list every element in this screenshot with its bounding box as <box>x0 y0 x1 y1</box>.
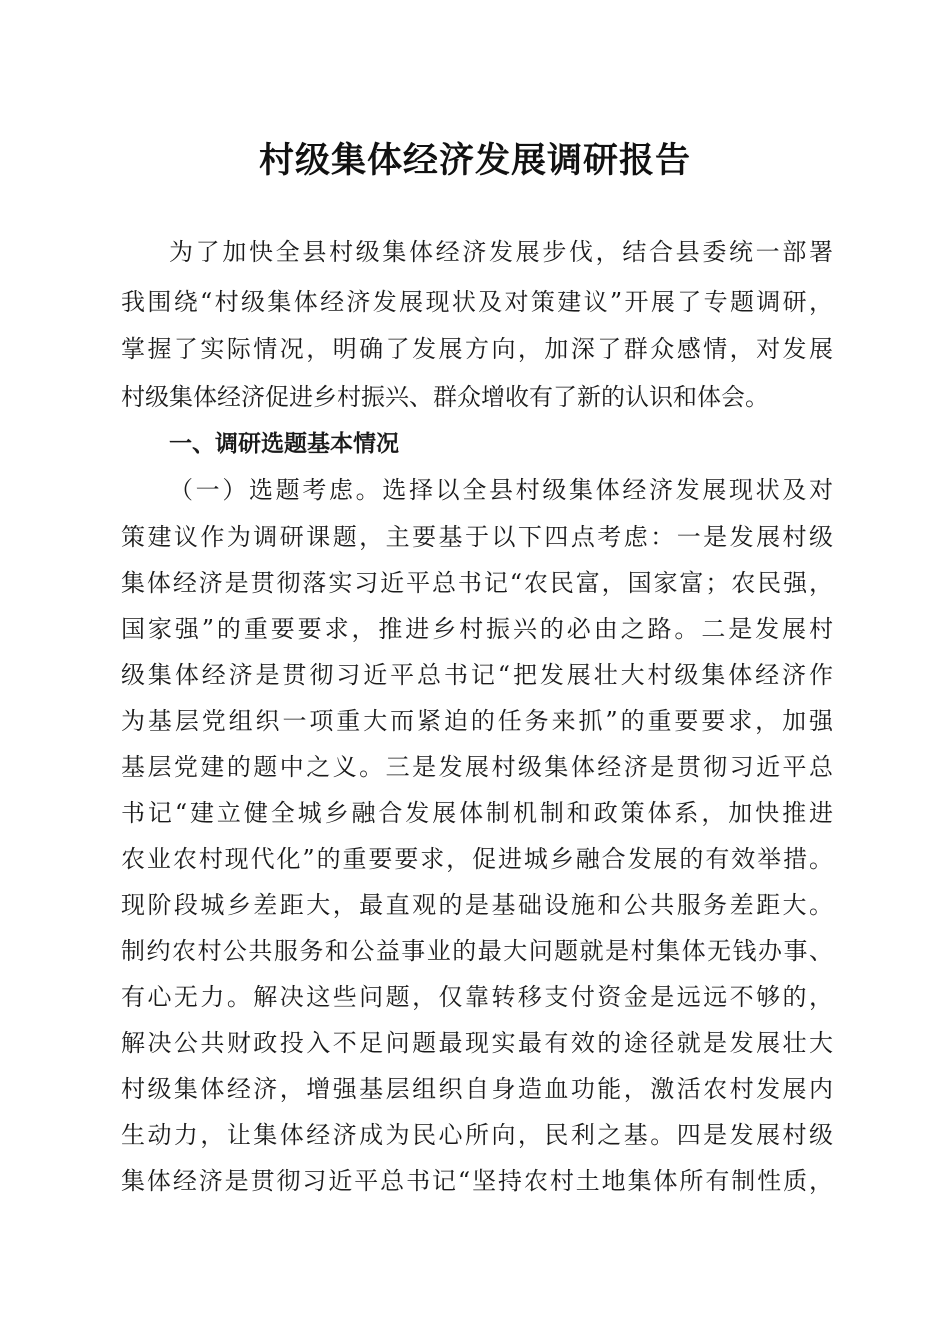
body-line: 现阶段城乡差距大，最直观的是基础设施和公共服务差距大。 <box>121 891 833 919</box>
body-line: 书记“建立健全城乡融合发展体制机制和政策体系，加快推进 <box>121 799 833 827</box>
body-line: 集体经济是贯彻落实习近平总书记“农民富，国家富；农民强， <box>121 569 833 597</box>
body-line: 生动力，让集体经济成为民心所向，民利之基。四是发展村级 <box>121 1121 833 1149</box>
body-line: 解决公共财政投入不足问题最现实最有效的途径就是发展壮大 <box>121 1029 833 1057</box>
body-line: 为基层党组织一项重大而紧迫的任务来抓”的重要要求，加强 <box>121 707 833 735</box>
body-line: 制约农村公共服务和公益事业的最大问题就是村集体无钱办事、 <box>121 937 833 965</box>
body-line: 国家强”的重要要求，推进乡村振兴的必由之路。二是发展村 <box>121 615 833 643</box>
body-line: （一）选题考虑。选择以全县村级集体经济发展现状及对 <box>169 476 833 504</box>
body-line: 有心无力。解决这些问题，仅靠转移支付资金是远远不够的， <box>121 983 833 1011</box>
body-line: 基层党建的题中之义。三是发展村级集体经济是贯彻习近平总 <box>121 753 833 781</box>
body-line: 策建议作为调研课题，主要基于以下四点考虑：一是发展村级 <box>121 523 833 551</box>
intro-line: 掌握了实际情况，明确了发展方向，加深了群众感情，对发展 <box>121 335 833 363</box>
body-line: 村级集体经济，增强基层组织自身造血功能，激活农村发展内 <box>121 1075 833 1103</box>
body-line: 集体经济是贯彻习近平总书记“坚持农村土地集体所有制性质， <box>121 1167 833 1195</box>
document-title: 村级集体经济发展调研报告 <box>258 141 691 181</box>
section-heading: 一、调研选题基本情况 <box>169 431 399 457</box>
intro-line: 为了加快全县村级集体经济发展步伐，结合县委统一部署 <box>169 238 833 266</box>
body-line: 级集体经济是贯彻习近平总书记“把发展壮大村级集体经济作 <box>121 661 833 689</box>
intro-line: 村级集体经济促进乡村振兴、群众增收有了新的认识和体会。 <box>121 383 769 411</box>
intro-line: 我围绕“村级集体经济发展现状及对策建议”开展了专题调研， <box>121 288 833 316</box>
body-line: 农业农村现代化”的重要要求，促进城乡融合发展的有效举措。 <box>121 845 833 873</box>
